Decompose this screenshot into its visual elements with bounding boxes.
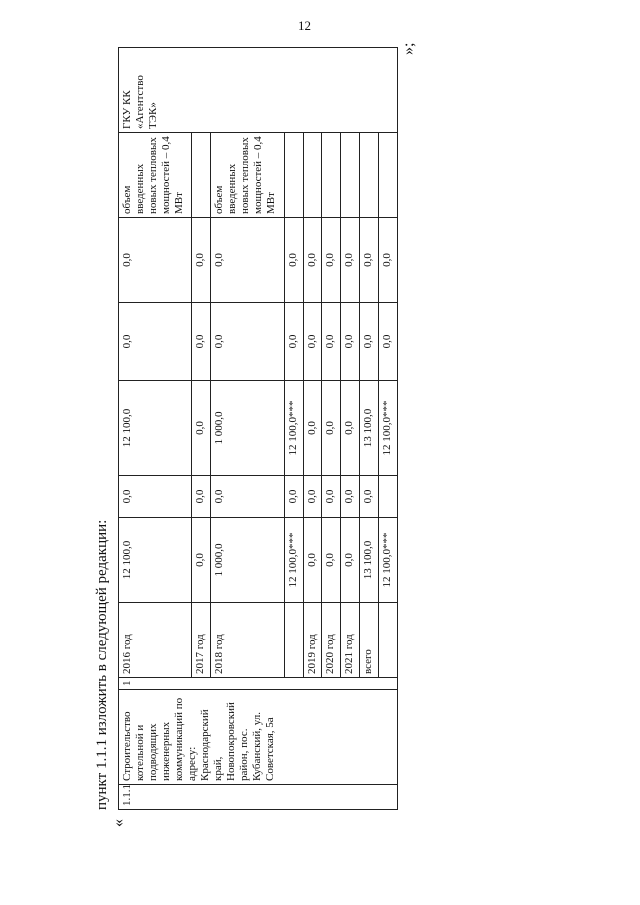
other-sources-cell: 0,0 — [322, 218, 341, 303]
indicator-cell: объем введенных новых тепловых мощностей – 0,4 МВт — [211, 133, 284, 218]
federal-cell: 0,0 — [284, 476, 303, 518]
source-cell: 1 — [119, 678, 398, 690]
table-row — [119, 48, 192, 810]
rotated-landscape-content — [0, 5, 640, 905]
regional-cell: 12 100,0*** — [284, 381, 303, 476]
indicator-cell — [192, 133, 211, 218]
other-sources-cell: 0,0 — [341, 218, 360, 303]
indicator-cell: объем введенных новых тепловых мощностей – 0,4 МВт — [119, 133, 192, 218]
year-cell: 2017 год — [192, 603, 211, 678]
year-cell: 2016 год — [119, 603, 192, 678]
year-cell: 2021 год — [341, 603, 360, 678]
municipal-cell: 0,0 — [211, 303, 284, 381]
other-sources-cell: 0,0 — [119, 218, 192, 303]
municipal-cell: 0,0 — [379, 303, 398, 381]
federal-cell — [379, 476, 398, 518]
municipal-cell: 0,0 — [119, 303, 192, 381]
regional-cell: 13 100,0 — [360, 381, 379, 476]
item-name-cell: Строительство котельной и подводящих инженерных коммуникаций по адресу: Краснодарский край, Новопокровский район, пос. Кубанский, ул. Советская, 5а — [119, 690, 398, 785]
other-sources-cell: 0,0 — [360, 218, 379, 303]
page-number: 12 — [298, 18, 311, 33]
indicator-cell — [284, 133, 303, 218]
total-cell: 1 000,0 — [211, 518, 284, 603]
indicator-cell — [341, 133, 360, 218]
other-sources-cell: 0,0 — [192, 218, 211, 303]
other-sources-cell: 0,0 — [284, 218, 303, 303]
municipal-cell: 0,0 — [322, 303, 341, 381]
year-cell: 2019 год — [303, 603, 322, 678]
total-cell: 12 100,0*** — [379, 518, 398, 603]
indicator-cell — [303, 133, 322, 218]
open-quote: « — [110, 819, 127, 827]
other-sources-cell: 0,0 — [379, 218, 398, 303]
year-cell: всего — [360, 603, 379, 678]
federal-cell: 0,0 — [303, 476, 322, 518]
regional-cell: 1 000,0 — [211, 381, 284, 476]
federal-cell: 0,0 — [341, 476, 360, 518]
intro-text: пункт 1.1.1 изложить в следующей редакции: — [94, 519, 110, 810]
municipal-cell: 0,0 — [284, 303, 303, 381]
regional-cell: 12 100,0 — [119, 381, 192, 476]
federal-cell: 0,0 — [322, 476, 341, 518]
year-cell: 2018 год — [211, 603, 284, 678]
federal-cell: 0,0 — [119, 476, 192, 518]
indicator-cell — [322, 133, 341, 218]
indicator-cell — [360, 133, 379, 218]
total-cell: 12 100,0*** — [284, 518, 303, 603]
federal-cell: 0,0 — [360, 476, 379, 518]
total-cell: 13 100,0 — [360, 518, 379, 603]
other-sources-cell: 0,0 — [303, 218, 322, 303]
municipal-cell: 0,0 — [360, 303, 379, 381]
regional-cell: 0,0 — [322, 381, 341, 476]
total-cell: 12 100,0 — [119, 518, 192, 603]
federal-cell: 0,0 — [211, 476, 284, 518]
close-quote: »; — [400, 42, 417, 55]
total-cell: 0,0 — [322, 518, 341, 603]
total-cell: 0,0 — [341, 518, 360, 603]
total-cell: 0,0 — [192, 518, 211, 603]
year-cell — [284, 603, 303, 678]
regional-cell: 0,0 — [341, 381, 360, 476]
municipal-cell: 0,0 — [192, 303, 211, 381]
other-sources-cell: 0,0 — [211, 218, 284, 303]
table-body — [119, 48, 398, 810]
total-cell: 0,0 — [303, 518, 322, 603]
municipal-cell: 0,0 — [303, 303, 322, 381]
regional-cell: 12 100,0*** — [379, 381, 398, 476]
federal-cell: 0,0 — [192, 476, 211, 518]
municipal-cell: 0,0 — [341, 303, 360, 381]
year-cell — [379, 603, 398, 678]
program-table — [118, 47, 398, 810]
agency-cell: ГКУ КК «Агентство ТЭК» — [119, 48, 398, 133]
indicator-cell — [379, 133, 398, 218]
year-cell: 2020 год — [322, 603, 341, 678]
regional-cell: 0,0 — [192, 381, 211, 476]
item-number-cell: 1.1.1 — [119, 785, 398, 810]
regional-cell: 0,0 — [303, 381, 322, 476]
